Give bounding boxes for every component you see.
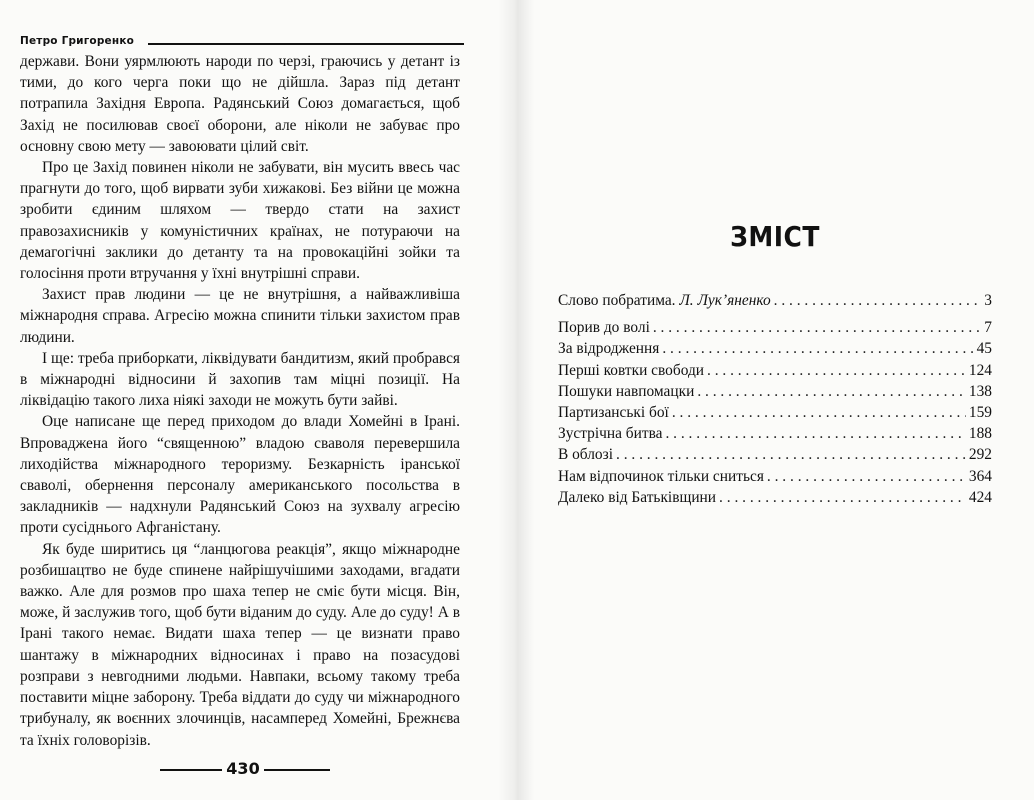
footer-rule-left — [160, 769, 222, 771]
toc-entry[interactable] — [558, 487, 992, 508]
toc-entry-page: 124 — [968, 361, 992, 379]
toc-heading: ЗМІСТ — [730, 220, 820, 253]
toc-entry-page: 3 — [984, 292, 992, 309]
toc-entry-title: Порив до волі — [558, 319, 650, 337]
page-number: 430 — [226, 759, 260, 778]
toc-entry[interactable] — [558, 338, 992, 359]
toc-leader-dots — [707, 360, 966, 381]
toc-entry-page: 159 — [968, 403, 992, 421]
toc-entry-page: 45 — [976, 340, 992, 358]
toc-leader-dots — [665, 423, 965, 444]
toc-leader-dots — [653, 317, 981, 338]
toc-entry[interactable] — [558, 360, 992, 381]
toc-entry-page: 138 — [968, 382, 992, 400]
paragraph: Захист прав людини — це не внутрішня, а найважливіша міжнародня справа. Агресію можна спинити тільки захистом прав людини. — [20, 286, 460, 346]
toc-entry-page: 292 — [968, 446, 992, 464]
toc-leader-dots — [719, 487, 966, 508]
toc-leader-dots — [662, 338, 973, 359]
toc-entry[interactable] — [558, 290, 992, 311]
toc-entry-title: Слово побратима. Л. Лук’яненко — [558, 292, 771, 309]
toc-entry[interactable] — [558, 317, 992, 338]
page-footer — [160, 759, 330, 779]
paragraph: Про це Захід повинен ніколи не забувати, він мусить ввесь час прагнути до того, щоб вирвати зуби хижакові. Без війни це можна зробити єдиним шляхом — твердо стати на захист правозахисників у комуністичних країнах, не потураючи на демагогічні заклики до детанту та на провокаційні зойки та голосіння проти втручання у їхні внутрішні справи. — [20, 159, 460, 283]
toc-leader-dots — [774, 290, 982, 311]
toc-entry[interactable] — [558, 381, 992, 402]
toc-entry-page: 424 — [968, 488, 992, 506]
toc-entry[interactable] — [558, 402, 992, 423]
footer-rule-right — [264, 769, 330, 771]
toc-leader-dots — [697, 381, 966, 402]
toc-entry-title: Пошуки навпомацки — [558, 382, 695, 400]
toc-entry-page: 364 — [968, 467, 992, 485]
paragraph: І ще: треба приборкати, ліквідувати бандитизм, який пробрався в міжнародні відносини й захопив там міцні позиції. На ліквідацію такого лиха ніякі заходи не можуть бути зайві. — [20, 349, 460, 410]
table-of-contents — [558, 290, 992, 508]
running-header-title: Петро Григоренко — [20, 35, 135, 47]
toc-entry-title: Нам відпочинок тільки сниться — [558, 467, 764, 485]
toc-entry[interactable] — [558, 444, 992, 465]
toc-leader-dots — [767, 466, 966, 487]
header-rule — [148, 43, 464, 45]
toc-entry-title: Зустрічна битва — [558, 425, 663, 443]
toc-entry[interactable] — [558, 466, 992, 487]
running-header — [20, 35, 464, 49]
paragraph: Оце написане ще перед приходом до влади Хомейні в Ірані. Впроваджена його “священною” владою сваволя перевершила лиходійства міжнародного тероризму. Безкарність іранської сваволі, обернення персоналу американського посольства в закладників — надхнули Радянський Союз на зухвалу агресію проти сусіднього Афганістану. — [20, 413, 460, 537]
left-page-body — [20, 51, 460, 751]
toc-entry-title: За відродження — [558, 340, 660, 358]
toc-entry-title: В облозі — [558, 446, 613, 464]
paragraph: Як буде ширитись ця “ланцюгова реакція”, якщо міжнародне розбишацтво не буде спинене найрішучішими заходами, вгадати важко. Але для розмов про шаха тепер не сміє бути місця. Він, може, й заслужив того, щоб бути віданим до суду. Але до суду! А в Ірані такого немає. Видати шаха тепер — це визнати право шантажу в міжнародних відносинах і право на позасудові розправи з невгодними людьми. Навпаки, всьому такому треба поставити міцне заборону. Треба віддати до суду чи міжнародного трибуналу, як воєнних злочинців, насамперед Хомейні, Брежнєва та їхніх головорізів. — [20, 540, 460, 749]
toc-entry-page: 188 — [968, 425, 992, 443]
book-gutter-shadow — [498, 0, 534, 800]
toc-entry-author: Л. Лук’яненко — [679, 292, 771, 309]
toc-entry-title: Перші ковтки свободи — [558, 361, 705, 379]
toc-leader-dots — [616, 444, 966, 465]
toc-entry[interactable] — [558, 423, 992, 444]
toc-entry-title: Партизанські бої — [558, 403, 669, 421]
toc-leader-dots — [672, 402, 966, 423]
toc-entry-page: 7 — [984, 319, 992, 337]
toc-entry-title: Далеко від Батьківщини — [558, 488, 717, 506]
paragraph: держави. Вони уярмлюють народи по черзі, граючись у детант із тими, до кого черга поки що не дійшла. Зараз під детант потрапила Західня Европа. Радянський Союз домагається, щоб Захід не посилював своєї оборони, але ніколи не забуває про основну свою мету — завоювати цілий світ. — [20, 53, 460, 155]
